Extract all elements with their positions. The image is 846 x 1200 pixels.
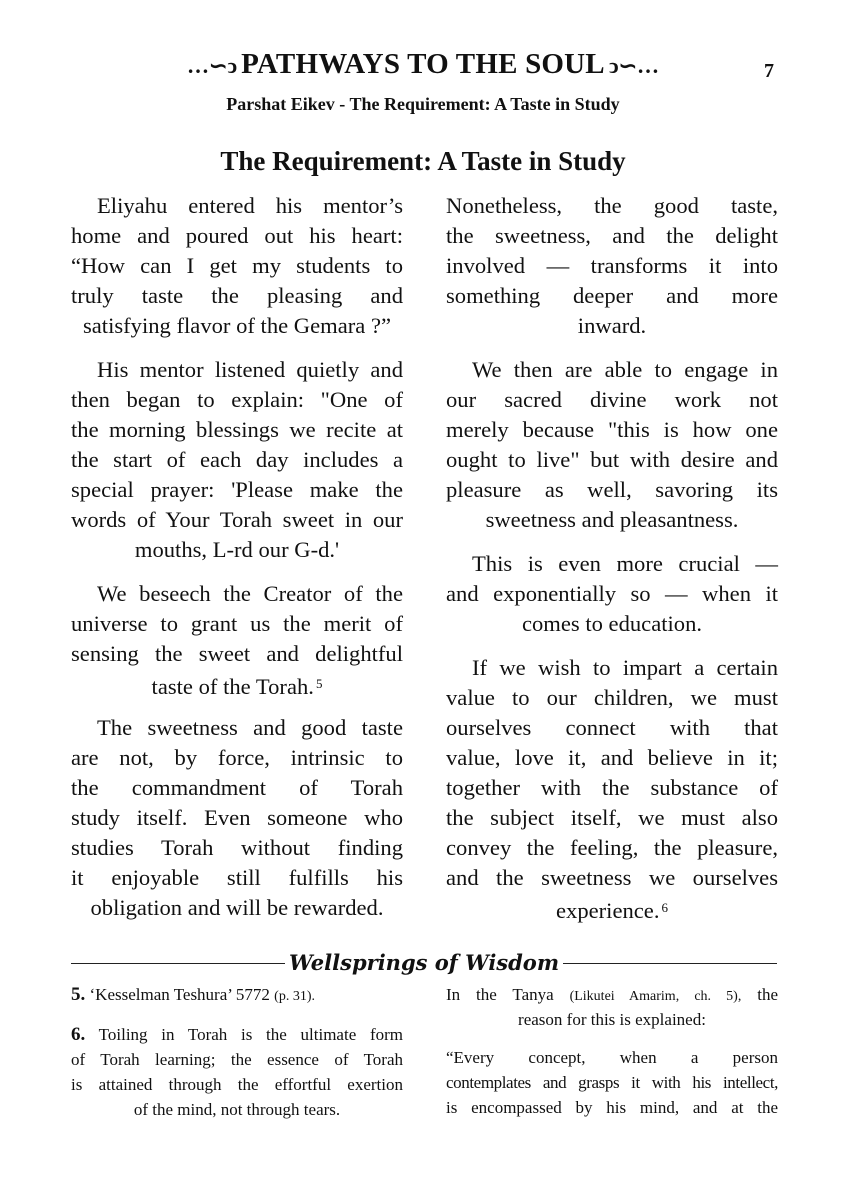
footnote-marker[interactable]: 6 [661,900,668,915]
line-text: Nonetheless, the good taste, [446,193,778,218]
line-text: pleasure as well, savoring its [446,477,778,502]
text-line [446,833,778,863]
text-line [71,893,403,923]
footnote-text: ‘Kesselman Teshura’ 5772 [89,985,270,1004]
left-column [71,191,403,937]
book-title: PATHWAYS TO THE SOUL [241,48,605,80]
line-text: taste of the Torah. [151,674,314,699]
line-text: comes to education. [521,611,703,636]
text-line [71,355,403,385]
line-text: the start of each day includes a [71,447,403,472]
footnotes-left [71,982,403,1135]
text-line [446,475,778,505]
ornament-right-icon: ↄ∽… [608,53,660,78]
text-line [446,713,778,743]
line-text: convey the feeling, the pleasure, [446,835,778,860]
footnote-line: of Torah learning; the essence of Torah [71,1050,403,1069]
text-line [446,355,778,385]
line-text: home and poured out his heart: [71,223,403,248]
text-line [71,773,403,803]
text-line [446,863,778,893]
line-text: special prayer: 'Please make the [71,477,403,502]
line-text: and the sweetness we ourselves [446,865,778,890]
text-line [446,653,778,683]
subtitle: Parshat Eikev - The Requirement: A Taste in Study [226,94,620,114]
text-line [71,669,403,699]
ornament-left-icon: …∽ↄ [186,53,238,78]
quote-line: is encompassed by his mind, and at the [446,1098,778,1117]
text-line [446,683,778,713]
line-text: the sweetness, and the delight [446,223,778,248]
page-number: 7 [764,60,774,82]
line-text: Eliyahu entered his mentor’s [97,193,403,218]
intro-text: the [757,985,779,1004]
intro-ref: (Likutei Amarim, ch. 5), [569,989,742,1004]
divider-label: Wellsprings of Wisdom [285,950,563,975]
line-text: experience. [556,898,660,923]
text-line [71,535,403,565]
footnote-5 [71,982,403,1009]
line-text: are not, by force, intrinsic to [71,745,403,770]
footnote-ref: (p. 31). [274,989,315,1004]
quote-line: contemplates and grasps it with his intellect, [446,1073,778,1092]
paragraph [446,549,778,639]
text-line [446,281,778,311]
line-text: satisfying flavor of the Gemara ?” [82,313,392,338]
article-heading: The Requirement: A Taste in Study [220,146,626,176]
line-text: together with the substance of [446,775,778,800]
text-line [446,549,778,579]
text-line [71,445,403,475]
text-line [446,251,778,281]
tanya-intro [446,982,778,1032]
line-text: value, love it, and believe in it; [446,745,778,770]
text-line [71,743,403,773]
text-line [446,505,778,535]
line-text: “How can I get my students to [71,253,403,278]
line-text: words of Your Torah sweet in our [71,507,403,532]
footnote-marker[interactable]: 5 [315,676,323,691]
text-line [446,191,778,221]
text-line [71,579,403,609]
text-line [71,713,403,743]
text-line [446,445,778,475]
paragraph [71,355,403,565]
footnote-line: is attained through the effortful exertion [71,1075,403,1094]
footnote-divider [71,950,777,976]
paragraph [71,713,403,923]
line-text: the morning blessings we recite at [71,417,403,442]
tanya-quote [446,1045,778,1120]
footnote-number: 6. [71,1024,86,1045]
text-line [446,803,778,833]
text-line [71,609,403,639]
paragraph [446,355,778,535]
intro-line: reason for this is explained: [518,1010,706,1029]
text-line [71,251,403,281]
intro-text: In the Tanya [446,985,554,1004]
paragraph [446,191,778,341]
text-line [446,743,778,773]
text-line [71,505,403,535]
text-line [446,609,778,639]
text-line [446,893,778,923]
line-text: inward. [577,313,647,338]
text-line [71,191,403,221]
line-text: merely because "this is how one [446,417,778,442]
text-line [446,385,778,415]
line-text: We beseech the Creator of the [97,581,403,606]
line-text: This is even more crucial — [472,551,778,576]
text-line [71,863,403,893]
text-line [71,311,403,341]
text-line [71,281,403,311]
line-text: truly taste the pleasing and [71,283,403,308]
line-text: something deeper and more [446,283,778,308]
running-header [0,48,846,81]
text-line [446,773,778,803]
line-text: The sweetness and good taste [97,715,403,740]
line-text: We then are able to engage in [472,357,778,382]
line-text: mouths, L-rd our G-d.' [134,537,340,562]
footnote-line: of the mind, not through tears. [133,1100,341,1119]
line-text: study itself. Even someone who [71,805,403,830]
paragraph [71,191,403,341]
line-text: If we wish to impart a certain [472,655,778,680]
footnote-line: Toiling in Torah is the ultimate form [98,1025,404,1044]
quote-line: “Every concept, when a person [446,1048,778,1067]
line-text: universe to grant us the merit of [71,611,403,636]
line-text: the subject itself, we must also [446,805,778,830]
text-line [446,579,778,609]
text-line [71,639,403,669]
line-text: His mentor listened quietly and [97,357,403,382]
text-line [71,475,403,505]
line-text: ought to live" but with desire and [446,447,778,472]
line-text: studies Torah without finding [71,835,403,860]
line-text: sensing the sweet and delightful [71,641,403,666]
line-text: our sacred divine work not [446,387,778,412]
paragraph [446,653,778,923]
line-text: value to our children, we must [446,685,778,710]
line-text: it enjoyable still fulfills his [71,865,403,890]
right-column [446,191,778,937]
text-line [71,803,403,833]
line-text: sweetness and pleasantness. [485,507,739,532]
text-line [71,833,403,863]
footnote-number: 5. [71,984,86,1005]
line-text: involved — transforms it into [446,253,778,278]
line-text: ourselves connect with that [446,715,778,740]
text-line [71,415,403,445]
line-text: and exponentially so — when it [446,581,778,606]
text-line [446,415,778,445]
text-line [71,221,403,251]
text-line [446,311,778,341]
text-line [446,221,778,251]
line-text: then began to explain: "One of [71,387,403,412]
line-text: obligation and will be rewarded. [90,895,384,920]
paragraph [71,579,403,699]
footnote-6 [71,1022,403,1122]
text-line [71,385,403,415]
line-text: the commandment of Torah [71,775,403,800]
footnotes-right [446,982,778,1133]
